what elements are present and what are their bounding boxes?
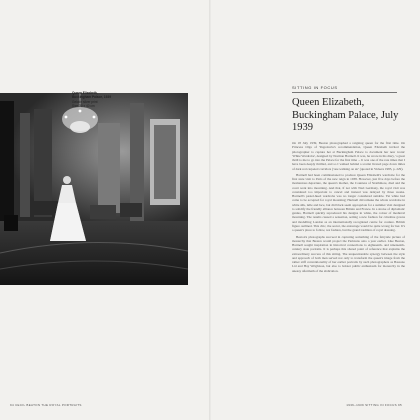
- article-body: [292, 141, 405, 275]
- paragraph: Hartnell had been commissioned to produce Queen Elizabeth's wardrobe for the first state visit to Paris of the new reign in 1938. However, just five days before the momentous departure, the queen's mother, the Countess of Strathmore, died and the court went into mourning. And that, if not with Nazi Germany, the royal visit was considered too important to cancel and instead was delayed by three weeks. Hartnell's pastel-hued wardrobe was no longer considered suitable. Yet white had come to be accepted for royal mourning; Hartnell did remake the whole wardrobe in white silk, tulle and lace, but did black seem appropriate for a summer visit designed to solidify the friendly alliance between Britain and France. In a stroke of diplomatic genius, Hartnell quickly reproduced his designs in white, the colour of medieval mourning. The results caused a sensation, setting a new fashion for crinoline gowns and modelling London as an internationally recognized centre for couture. British figure outlined. This chic, the secret, the entourage would be quite wrong for her. It's a queen's place to follow, not fashion, but the grand tradition of royal dressing.: [292, 172, 405, 233]
- left-folio: 94 CECIL BEATON THE ROYAL PORTRAITS: [10, 403, 82, 407]
- page-title: Queen Elizabeth, Buckingham Palace, July 1939: [292, 97, 399, 133]
- caption-location: Buckingham Palace, 1939: [72, 95, 111, 100]
- section-kicker: SITTING IN FOCUS: [292, 85, 338, 90]
- caption-size: Size 30 x 40 cm: [72, 104, 95, 109]
- paragraph: On 18 July 1939, Beaton photographed a reigning queen for the first time. On Princess Olga of Yugoslavia's recommendation, Queen Elizabeth invited the photographer to capture her at Buckingham Palace to document her new iconic 'White Wardrobe', designed by Norman Hartnell. It was, he wrote in his diary, 'a great thrill to me to go into the Palace for the first time ... It was one of the rare times that I have been deeply thrilled, and so I walked behind a scarlet livered page down miles of dark red carpeted corridors ('one walking on air' (quoted in Vickers 1985, p. 229).: [292, 141, 405, 171]
- photo-caption: [72, 91, 132, 109]
- right-page: [72, 0, 420, 420]
- paragraph: Beaton's photographs succeed in capturing something of the fairytale picture of monarchy that Beaton would project the Parisians onto a year earlier. Like Beaton, Hartnell sought inspiration in historical connections to eighteenth- and nineteenth-century state portraits. It is perhaps this shared point of reference that explains the extraordinary success of this sitting. The unquestionable synergy between the style and approach of both men served not only to transform the queen's image from the rather stiff conventionality of her earlier portraits by such photographers as Bassano Ltd and Hay Wrightson, but also to bolster public enthusiasm for monarchy in the uneasy aftermath of the abdication.: [292, 234, 405, 273]
- caption-title: Queen Elizabeth,: [72, 91, 98, 95]
- photograph-image: [0, 93, 188, 285]
- right-folio: 1936–1939 SITTING IN FOCUS 95: [346, 403, 402, 407]
- queen-ballroom-photograph: [0, 93, 188, 285]
- kicker-rule: [292, 92, 397, 93]
- caption-medium: Gelatin silver print: [72, 99, 98, 104]
